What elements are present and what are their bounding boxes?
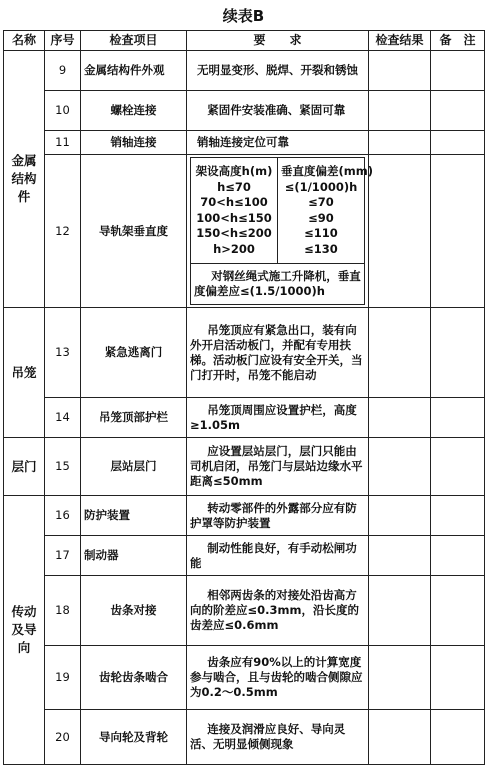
height-value: h≤70	[217, 179, 251, 194]
group-cage: 吊笼	[4, 308, 45, 438]
header-row	[4, 31, 485, 51]
table-row	[4, 496, 485, 536]
remark-cell[interactable]	[431, 91, 485, 131]
remark-cell[interactable]	[431, 646, 485, 710]
result-cell[interactable]	[369, 438, 431, 496]
requirement-cell: 对钢丝绳式施工升降机，垂直度偏差应≤(1.5/1000)h	[191, 264, 365, 305]
result-cell[interactable]	[369, 398, 431, 438]
result-cell[interactable]	[369, 91, 431, 131]
seq-cell: 12	[45, 155, 81, 308]
deviation-value: ≤90	[308, 210, 334, 225]
deviation-value: ≤130	[304, 241, 338, 256]
item-cell: 齿轮齿条啮合	[81, 646, 187, 710]
result-cell[interactable]	[369, 646, 431, 710]
table-row	[4, 710, 485, 765]
seq-cell: 10	[45, 91, 81, 131]
item-cell: 导轨架垂直度	[81, 155, 187, 308]
seq-cell: 17	[45, 536, 81, 576]
table-row	[4, 91, 485, 131]
header-requirement: 要 求	[187, 31, 369, 51]
height-value: 100<h≤150	[196, 210, 272, 225]
inspection-table	[3, 30, 485, 765]
header-item: 检查项目	[81, 31, 187, 51]
item-cell: 齿条对接	[81, 576, 187, 646]
item-cell: 紧急逃离门	[81, 308, 187, 398]
item-cell: 层站层门	[81, 438, 187, 496]
header-result: 检查结果	[369, 31, 431, 51]
remark-cell[interactable]	[431, 155, 485, 308]
result-cell[interactable]	[369, 576, 431, 646]
item-cell: 螺栓连接	[81, 91, 187, 131]
requirement-cell: 销轴连接定位可靠	[187, 131, 369, 155]
deviation-value: ≤110	[304, 226, 338, 240]
header-remark: 备 注	[431, 31, 485, 51]
requirement-cell: 制动性能良好，有手动松闸功能	[187, 536, 369, 576]
height-column	[191, 158, 278, 264]
seq-cell: 20	[45, 710, 81, 765]
item-cell: 防护装置	[81, 496, 187, 536]
verticality-cell	[187, 155, 373, 308]
remark-cell[interactable]	[431, 496, 485, 536]
seq-cell: 16	[45, 496, 81, 536]
requirement-cell: 连接及润滑应良好、导向灵活、无明显倾侧现象	[187, 710, 369, 765]
remark-cell[interactable]	[431, 576, 485, 646]
table-row	[4, 131, 485, 155]
height-value: 150<h≤200	[196, 226, 272, 240]
remark-cell[interactable]	[431, 51, 485, 91]
requirement-cell: 转动零部件的外露部分应有防护罩等防护装置	[187, 496, 369, 536]
result-cell[interactable]	[369, 710, 431, 765]
table-row	[4, 51, 485, 91]
table-row	[4, 536, 485, 576]
table-title: 续表B	[222, 7, 265, 25]
deviation-value: ≤(1/1000)h	[284, 179, 358, 194]
remark-cell[interactable]	[431, 131, 485, 155]
requirement-cell: 应设置层站层门，层门只能由司机启闭，吊笼门与层站边缘水平距离≤50mm	[187, 438, 369, 496]
remark-cell[interactable]	[431, 710, 485, 765]
result-cell[interactable]	[369, 51, 431, 91]
requirement-cell: 吊笼顶应有紧急出口，装有向外开启活动板门，并配有专用扶梯。活动板门应设有安全开关，当门打开时，吊笼不能启动	[187, 308, 369, 398]
seq-cell: 15	[45, 438, 81, 496]
item-cell: 吊笼顶部护栏	[81, 398, 187, 438]
seq-cell: 18	[45, 576, 81, 646]
seq-cell: 9	[45, 51, 81, 91]
result-cell[interactable]	[369, 496, 431, 536]
item-cell: 金属结构件外观	[81, 51, 187, 91]
height-header: 架设高度h(m)	[195, 164, 273, 178]
height-value: h>200	[213, 241, 255, 256]
header-seq: 序号	[45, 31, 81, 51]
seq-cell: 14	[45, 398, 81, 438]
requirement-cell: 无明显变形、脱焊、开裂和锈蚀	[187, 51, 369, 91]
table-row	[4, 308, 485, 398]
height-value: 70<h≤100	[200, 195, 268, 209]
table-row	[4, 155, 485, 308]
result-cell[interactable]	[369, 155, 431, 308]
item-cell: 制动器	[81, 536, 187, 576]
remark-cell[interactable]	[431, 536, 485, 576]
header-name: 名称	[4, 31, 45, 51]
result-cell[interactable]	[369, 131, 431, 155]
verticality-subtable	[190, 157, 373, 305]
requirement-cell: 吊笼顶周围应设置护栏，高度≥1.05m	[187, 398, 369, 438]
deviation-column	[278, 158, 373, 264]
requirement-cell: 齿条应有90%以上的计算宽度参与啮合，且与齿轮的啮合侧隙应为0.2～0.5mm	[187, 646, 369, 710]
item-cell: 销轴连接	[81, 131, 187, 155]
group-metal-structure: 金属 结构 件	[4, 51, 45, 308]
result-cell[interactable]	[369, 308, 431, 398]
seq-cell: 13	[45, 308, 81, 398]
item-cell: 导向轮及背轮	[81, 710, 187, 765]
table-row	[4, 398, 485, 438]
group-landing-door: 层门	[4, 438, 45, 496]
remark-cell[interactable]	[431, 398, 485, 438]
requirement-cell: 相邻两齿条的对接处沿齿高方向的阶差应≤0.3mm，沿长度的齿差应≤0.6mm	[187, 576, 369, 646]
result-cell[interactable]	[369, 536, 431, 576]
remark-cell[interactable]	[431, 308, 485, 398]
table-row	[4, 646, 485, 710]
group-drive-guide: 传动 及导 向	[4, 496, 45, 765]
seq-cell: 19	[45, 646, 81, 710]
deviation-value: ≤70	[308, 195, 334, 209]
table-row	[4, 438, 485, 496]
deviation-header: 垂直度偏差(mm)	[281, 164, 373, 178]
table-row	[4, 576, 485, 646]
requirement-cell: 紧固件安装准确、紧固可靠	[187, 91, 369, 131]
remark-cell[interactable]	[431, 438, 485, 496]
seq-cell: 11	[45, 131, 81, 155]
